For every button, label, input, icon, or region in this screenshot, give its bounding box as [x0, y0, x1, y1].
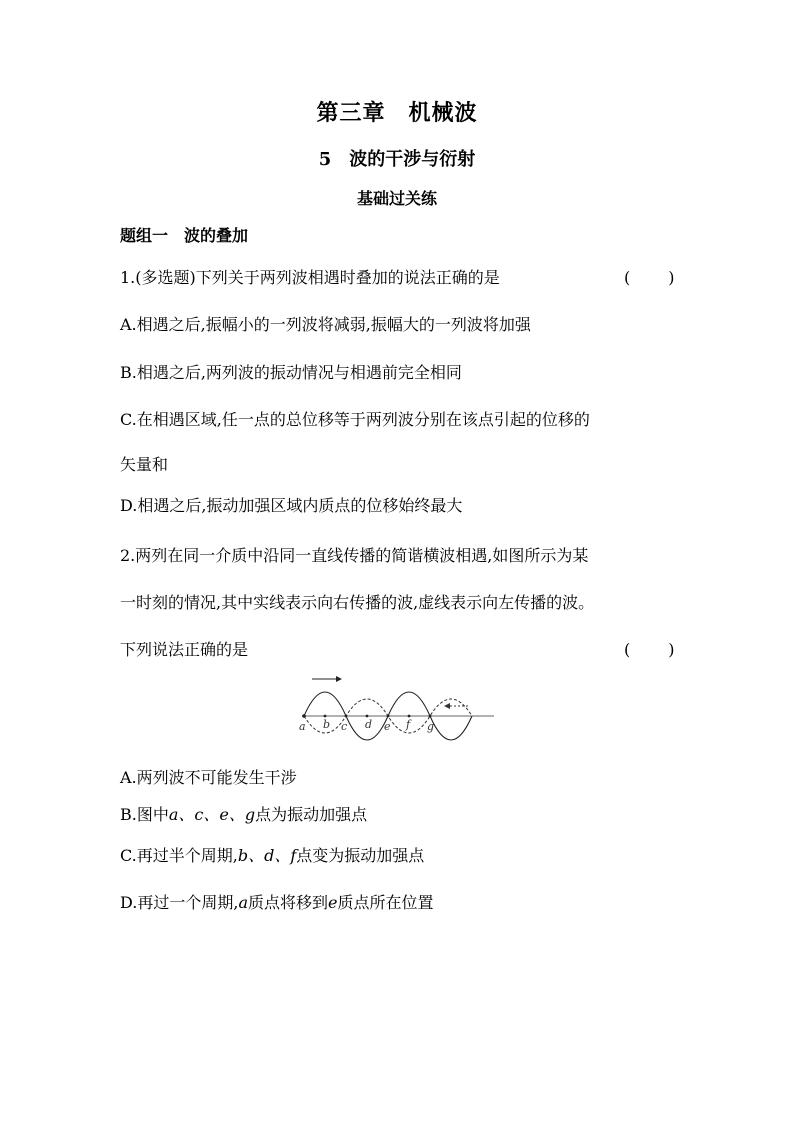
point-e [387, 715, 390, 718]
q2-option-d-prefix: D.再过一个周期, [120, 893, 239, 912]
subtitle: 基础过关练 [356, 189, 437, 208]
q2-option-c-points: b、d、f [237, 846, 297, 865]
q1-option-d: D.相遇之后,振动加强区域内质点的位移始终最大 [120, 496, 463, 515]
wave-interference-figure [290, 670, 500, 754]
q2-stem-line2: 一时刻的情况,其中实线表示向右传播的波,虚线表示向左传播的波。 [120, 593, 595, 612]
q2-option-d [120, 890, 433, 913]
label-c: c [341, 720, 348, 733]
q2-stem-line1: 2.两列在同一介质中沿同一直线传播的简谐横波相遇,如图所示为某 [120, 546, 589, 565]
point-b [324, 715, 327, 718]
label-a: a [299, 720, 306, 733]
q2-option-d-point1: a [238, 893, 248, 912]
q2-option-c-suffix: 点变为振动加强点 [296, 846, 425, 865]
q2-option-b [120, 802, 367, 825]
q2-stem-line3: 下列说法正确的是 [120, 640, 249, 659]
q2-option-d-mid: 质点将移到 [247, 893, 328, 912]
q2-option-c [120, 843, 424, 866]
point-c [345, 715, 348, 718]
q2-option-b-prefix: B.图中 [120, 805, 169, 824]
point-d [366, 715, 369, 718]
label-f: f [406, 718, 411, 731]
q2-option-d-point2: e [328, 893, 338, 912]
chapter-title: 第三章 机械波 [316, 100, 478, 126]
q2-option-a: A.两列波不可能发生干涉 [120, 768, 297, 787]
q1-option-a: A.相遇之后,振幅小的一列波将减弱,振幅大的一列波将加强 [120, 315, 531, 334]
label-d: d [365, 718, 373, 731]
q2-option-c-prefix: C.再过半个周期, [120, 846, 238, 865]
section-title: 5 波的干涉与衍射 [318, 149, 476, 170]
right-arrow-head [336, 676, 342, 682]
left-arrow-head [444, 703, 450, 709]
label-g: g [427, 720, 435, 733]
q1-option-c-line1: C.在相遇区域,任一点的总位移等于两列波分别在该点引起的位移的 [120, 410, 590, 429]
q2-answer-bracket: ( ) [624, 640, 677, 659]
label-e: e [384, 720, 391, 733]
q2-option-d-suffix: 质点所在位置 [337, 893, 434, 912]
point-a [302, 714, 306, 718]
q2-option-b-suffix: 点为振动加强点 [255, 805, 368, 824]
q1-answer-bracket: ( ) [624, 268, 677, 287]
label-b: b [323, 718, 331, 731]
q1-option-b: B.相遇之后,两列波的振动情况与相遇前完全相同 [120, 363, 462, 382]
group-title: 题组一 波的叠加 [120, 226, 249, 245]
q1-stem: 1.(多选题)下列关于两列波相遇时叠加的说法正确的是 [120, 268, 500, 287]
q2-option-b-points: a、c、e、g [168, 805, 256, 824]
q1-option-c-line2: 矢量和 [120, 455, 169, 474]
point-f [408, 715, 411, 718]
point-g [429, 715, 432, 718]
